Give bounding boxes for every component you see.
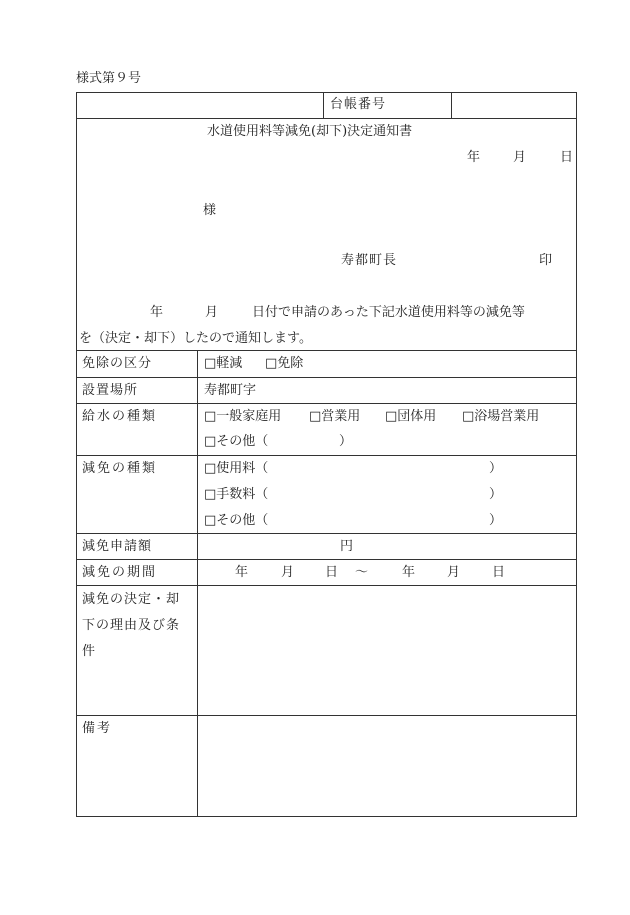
water-option-other[interactable]: □その他（ [204,434,269,449]
period-end-day: 日 [492,565,506,580]
divider-row1 [76,377,577,378]
exemption-option-exempt[interactable]: □免除 [265,356,304,371]
installation-place-label: 設置場所 [82,383,139,398]
date-month: 月 [513,150,527,165]
date-day: 日 [560,150,574,165]
issuer-name: 寿都町長 [341,253,398,268]
reduction-option-usage-fee-close: ） [489,461,503,476]
divider-row5 [76,559,577,560]
divider-row3 [76,455,577,456]
reduction-option-usage-fee[interactable]: □使用料（ [204,461,269,476]
period-end-year: 年 [402,565,416,580]
water-option-bathhouse[interactable]: □浴場営業用 [462,409,540,424]
reduction-period-label: 減免の期間 [82,565,158,580]
exemption-category-label: 免除の区分 [82,356,153,371]
installation-place-value: 寿都町字 [204,383,257,398]
water-option-group[interactable]: □団体用 [385,409,437,424]
body-month: 月 [205,305,219,320]
period-separator: ～ [355,565,369,580]
body-line1: 日付で申請のあった下記水道使用料等の減免等 [252,305,525,320]
reduction-type-label: 減免の種類 [82,461,158,476]
reduction-option-other-close: ） [489,513,503,528]
period-end-month: 月 [447,565,461,580]
body-line2: を（決定・却下）したので通知します。 [79,331,312,346]
header-col-divider-2 [451,92,452,118]
water-option-other-close: ） [339,434,353,449]
divider-row2 [76,403,577,404]
exemption-option-reduction[interactable]: □軽減 [204,356,243,371]
label-col-divider [197,350,198,817]
application-amount-unit: 円 [340,539,354,554]
divider-row6 [76,585,577,586]
application-amount-label: 減免申請額 [82,539,153,554]
addressee-suffix: 様 [203,203,217,218]
seal-mark: 印 [539,253,553,268]
period-start-month: 月 [281,565,295,580]
form-number: 様式第９号 [76,71,142,86]
decision-reason-label-2: 下の理由及び条 [82,618,181,633]
water-option-business[interactable]: □営業用 [309,409,361,424]
header-col-divider-1 [323,92,324,118]
date-year: 年 [467,150,481,165]
remarks-label: 備考 [82,721,113,736]
decision-reason-label-1: 減免の決定・却 [82,592,181,607]
remarks-field[interactable] [199,717,575,815]
decision-reason-label-3: 件 [82,644,97,659]
water-supply-type-label: 給水の種類 [82,409,158,424]
water-option-household[interactable]: □一般家庭用 [204,409,282,424]
divider-row4 [76,533,577,534]
notice-title: 水道使用料等減免(却下)決定通知書 [207,124,413,139]
reduction-option-handling-fee[interactable]: □手数料（ [204,487,269,502]
reduction-option-other[interactable]: □その他（ [204,513,269,528]
divider-row7 [76,715,577,716]
body-year: 年 [150,305,164,320]
period-start-day: 日 [325,565,339,580]
period-start-year: 年 [235,565,249,580]
ledger-number-label: 台帳番号 [330,97,387,112]
decision-reason-field[interactable] [199,587,575,713]
reduction-option-handling-fee-close: ） [489,487,503,502]
divider-notice [76,350,577,351]
divider-header [76,118,577,119]
